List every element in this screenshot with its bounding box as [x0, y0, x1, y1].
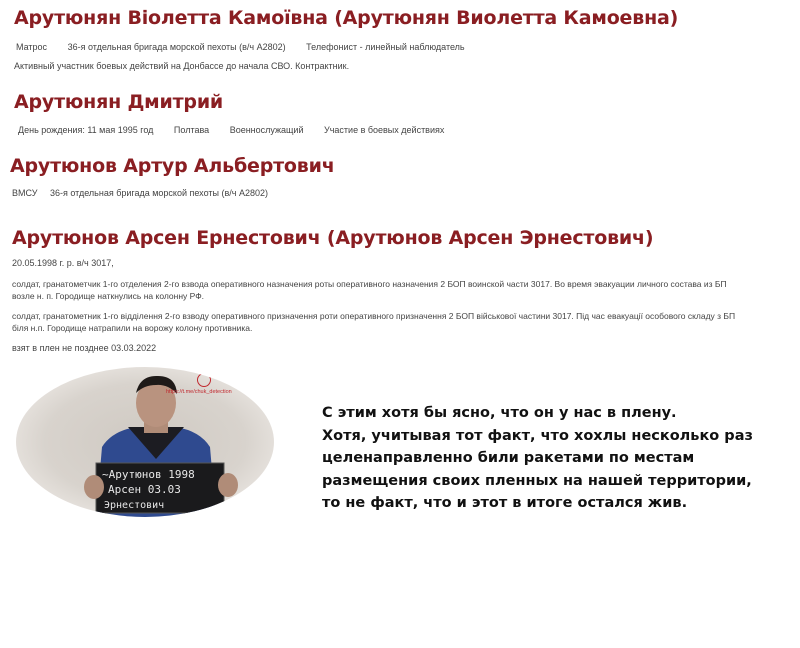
field-status: Военнослужащий	[229, 125, 304, 135]
person-fields	[16, 42, 483, 52]
person-note: Активный участник боевых действий на Донбассе до начала СВО. Контрактник.	[14, 61, 350, 71]
comment-text	[322, 402, 772, 515]
watermark-logo-icon	[197, 373, 211, 387]
field-city: Полтава	[173, 125, 210, 135]
person-name: Арутюнов Артур Альбертович	[10, 155, 335, 177]
person-fields	[18, 125, 462, 135]
watermark-link: https://t.me/chuk_detection	[166, 389, 232, 395]
field-birthday: День рождения: 11 мая 1995 год	[18, 125, 154, 135]
field-unit: 36-я отдельная бригада морской пехоты (в/ч А2802)	[67, 42, 286, 52]
person-detail: взят в плен не позднее 03.03.2022	[12, 343, 157, 353]
field-participation: Участие в боевых действиях	[324, 125, 445, 135]
person-fields	[12, 188, 286, 198]
sign-line: Эрнестович	[104, 500, 165, 511]
field-unit: 36-я отдельная бригада морской пехоты (в/ч А2802)	[49, 188, 268, 198]
person-detail: солдат, гранатометчик 1-го отделения 2-го взвода оперативного назначения роты оперативного назначения 2 БОП воинской части 3017. Во время эвакуации личного состава из БП возле н. п. Городище наткнулись на колонну РФ.	[12, 279, 727, 301]
comment-line: С этим хотя бы ясно, что он у нас в плену.	[322, 405, 677, 421]
prisoner-photo	[16, 367, 274, 517]
sign-line: Арсен 03.03	[108, 483, 181, 496]
field-branch: ВМСУ	[12, 188, 38, 198]
person-name: Арутюнов Арсен Ернестович (Арутюнов Арсен Эрнестович)	[12, 227, 654, 249]
prisoner-figure	[16, 367, 274, 517]
person-detail: солдат, гранатометник 1-го відділення 2-го взводу оперативного призначення роти оперативного призначення 2 БОП військової частини 3017. Під час евакуації особового складу з БП біля н.п. Городище натрапили на ворожу колону противника.	[12, 311, 736, 333]
field-role: Телефонист - линейный наблюдатель	[306, 42, 465, 52]
field-rank: Матрос	[16, 42, 48, 52]
comment-line: Хотя, учитывая тот факт, что хохлы несколько раз целенаправленно били ракетами по местам размещения своих пленных на нашей территории, то не факт, что и этот в итоге остался жив.	[322, 427, 753, 511]
person-name: Арутюнян Віолетта Камоївна (Арутюнян Виолетта Камоевна)	[14, 7, 679, 29]
person-detail: 20.05.1998 г. р. в/ч 3017,	[12, 258, 114, 268]
person-name: Арутюнян Дмитрий	[14, 91, 224, 113]
sign-line: ~Арутюнов 1998	[102, 468, 195, 481]
